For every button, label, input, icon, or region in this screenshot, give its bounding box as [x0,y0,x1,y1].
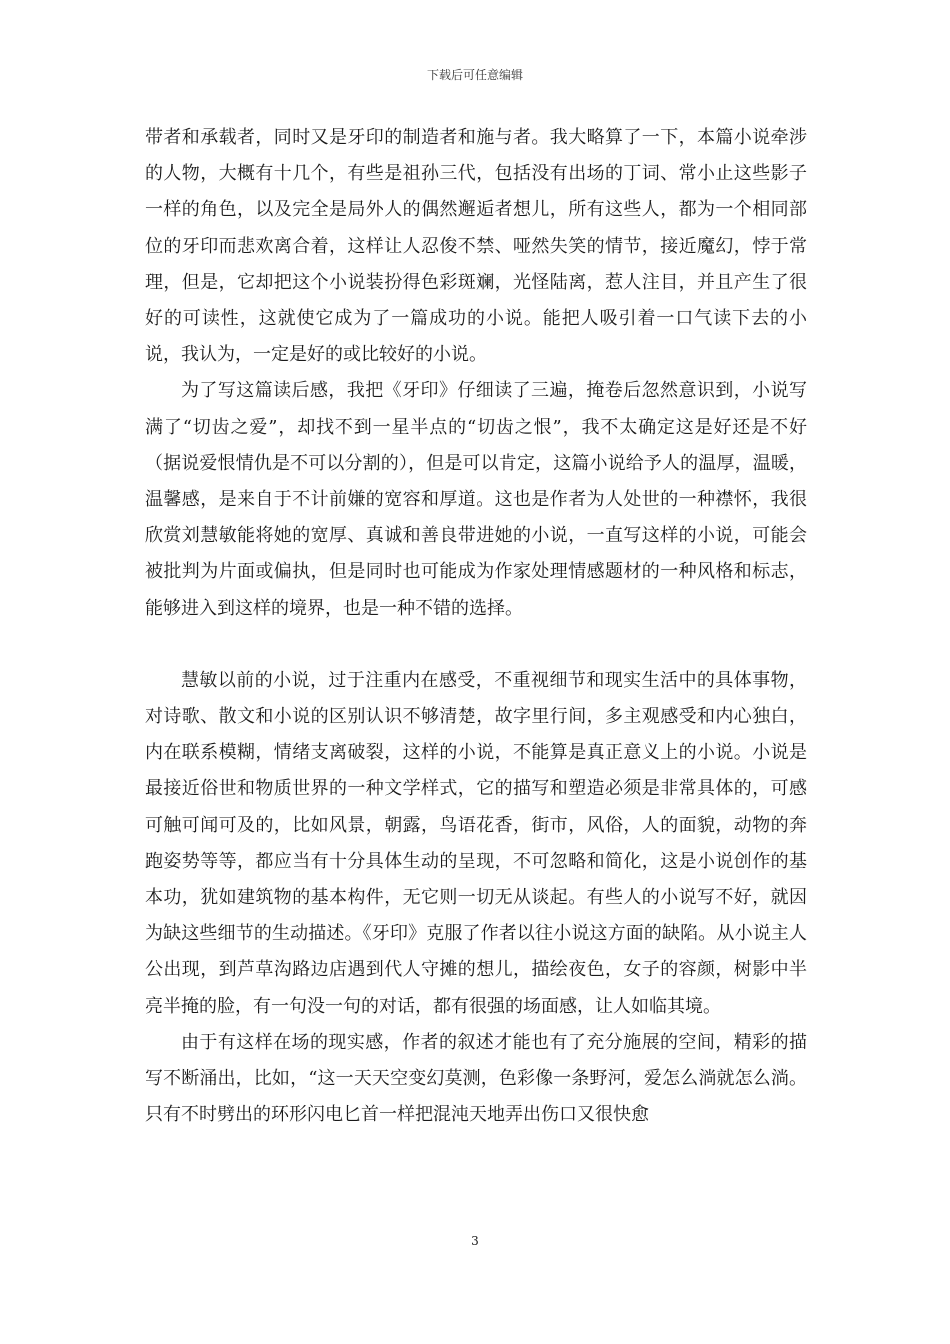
paragraph-reading-notes: 为了写这篇读后感，我把《牙印》仔细读了三遍，掩卷后忽然意识到，小说写满了“切齿之爱”，却找不到一星半点的“切齿之恨”，我不太确定这是好还是不好（据说爱恨情仇是不可以分割的），但是可以肯定，这篇小说给予人的温厚，温暖，温馨感，是来自于不计前嫌的宽容和厚道。这也是作者为人处世的一种襟怀，我很欣赏刘慧敏能将她的宽厚、真诚和善良带进她的小说，一直写这样的小说，可能会被批判为片面或偏执，但是同时也可能成为作家处理情感题材的一种风格和标志，能够进入到这样的境界，也是一种不错的选择。 [145,380,807,619]
page-header: 下载后可任意编辑 [426,68,523,82]
paragraph-continued: 带者和承载者，同时又是牙印的制造者和施与者。我大略算了一下，本篇小说牵涉的人物，大概有十几个，有些是祖孙三代，包括没有出场的丁词、常小止这些影子一样的角色，以及完全是局外人的偶然邂逅者想儿，所有这些人，都为一个相同部位的牙印而悲欢离合着，这样让人忍俊不禁、哑然失笑的情节，接近魔幻，悖于常理，但是，它却把这个小说装扮得色彩斑斓，光怪陆离，惹人注目，并且产生了很好的可读性，这就使它成为了一篇成功的小说。能把人吸引着一口气读下去的小说，我认为，一定是好的或比较好的小说。 [145,127,807,366]
document-body [145,120,807,1133]
paragraph-spacer [145,627,807,663]
page-number: 3 [471,1234,479,1248]
paragraph-narrative-talent: 由于有这样在场的现实感，作者的叙述才能也有了充分施展的空间，精彩的描写不断涌出，比如，“这一天天空变幻莫测，色彩像一条野河，爱怎么淌就怎么淌。只有不时劈出的环形闪电匕首一样把混沌天地弄出伤口又很快愈 [145,1031,807,1126]
paragraph-past-novels: 慧敏以前的小说，过于注重内在感受，不重视细节和现实生活中的具体事物，对诗歌、散文和小说的区别认识不够清楚，故字里行间，多主观感受和内心独白，内在联系模糊，情绪支离破裂，这样的小说，不能算是真正意义上的小说。小说是最接近俗世和物质世界的一种文学样式，它的描写和塑造必须是非常具体的，可感可触可闻可及的，比如风景，朝露，鸟语花香，街市，风俗，人的面貌，动物的奔跑姿势等等，都应当有十分具体生动的呈现，不可忽略和简化，这是小说创作的基本功，犹如建筑物的基本构件，无它则一切无从谈起。有些人的小说写不好，就因为缺这些细节的生动描述。《牙印》克服了作者以往小说这方面的缺陷。从小说主人公出现，到芦草沟路边店遇到代人守摊的想儿，描绘夜色，女子的容颜，树影中半亮半掩的脸，有一句没一句的对话，都有很强的场面感，让人如临其境。 [145,669,807,1017]
